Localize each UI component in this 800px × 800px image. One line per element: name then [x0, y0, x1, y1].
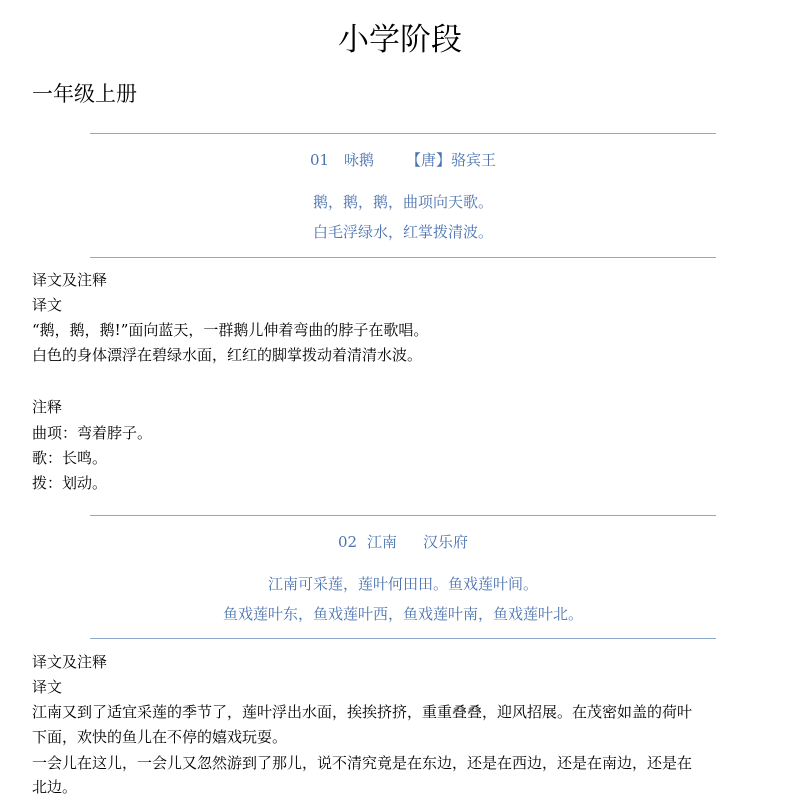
translation-line: 下面，欢快的鱼儿在不停的嬉戏玩耍。 [32, 728, 288, 746]
translation-line: 一会儿在这儿，一会儿又忽然游到了那儿，说不清究竟是在东边，还是在西边，还是在南边，还是在 [32, 754, 693, 772]
translation-line: “鹅，鹅，鹅!”面向蓝天，一群鹅儿伸着弯曲的脖子在歌唱。 [32, 321, 429, 339]
poem-author: 【唐】骆宾王 [406, 151, 497, 169]
poem-bottom-divider [90, 257, 716, 258]
poem-number: 01 [309, 151, 330, 169]
note-line: 歌：长鸣。 [32, 449, 108, 467]
poem-line: 鹅，鹅，鹅，曲项向天歌。 [312, 193, 493, 211]
poem-top-divider [90, 133, 716, 134]
poem-number: 02 [337, 533, 358, 551]
note-line: 曲项：弯着脖子。 [32, 424, 153, 442]
poem-title: 江南 [367, 533, 398, 551]
translation-line: 白色的身体漂浮在碧绿水面，红红的脚掌拨动着清清水波。 [32, 346, 423, 364]
poem-author: 汉乐府 [423, 533, 469, 551]
poem-line: 白毛浮绿水，红掌拨清波。 [312, 223, 493, 241]
note-line: 拨：划动。 [32, 474, 108, 492]
section-label: 译文及注释 [32, 653, 108, 671]
translation-label: 译文 [32, 296, 63, 314]
translation-label: 译文 [32, 678, 63, 696]
notes-label: 注释 [32, 398, 63, 416]
poem-bottom-divider [90, 638, 716, 639]
translation-line: 江南又到了适宜采莲的季节了，莲叶浮出水面，挨挨挤挤，重重叠叠，迎风招展。在茂密如盖的荷叶 [32, 703, 693, 721]
poem-header [90, 530, 716, 554]
poem-top-divider [90, 515, 716, 516]
poem-title: 咏鹅 [344, 151, 375, 169]
translation-line: 北边。 [32, 778, 78, 796]
page-title: 小学阶段 [338, 22, 462, 58]
poem-header [90, 148, 716, 172]
grade-heading: 一年级上册 [32, 82, 137, 106]
poem-line: 江南可采莲，莲叶何田田。鱼戏莲叶间。 [267, 575, 538, 593]
poem-line: 鱼戏莲叶东，鱼戏莲叶西，鱼戏莲叶南，鱼戏莲叶北。 [222, 605, 583, 623]
section-label: 译文及注释 [32, 271, 108, 289]
